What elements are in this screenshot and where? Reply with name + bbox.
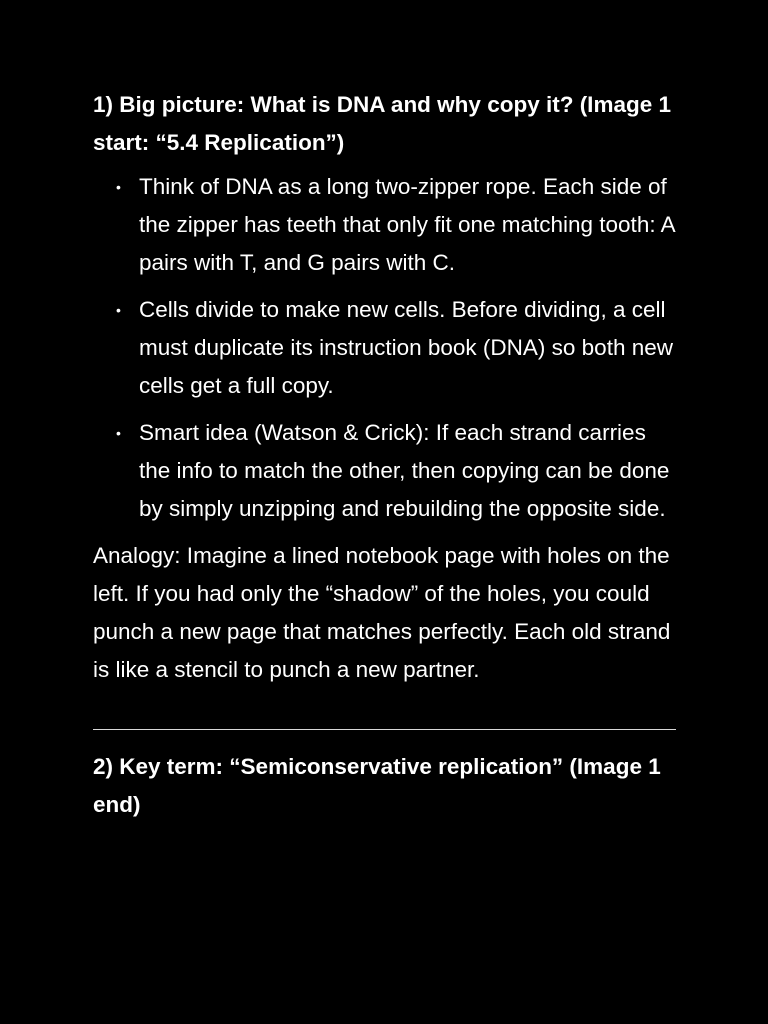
bullet-item [93,168,675,282]
bullet-text: Cells divide to make new cells. Before dividing, a cell must duplicate its instruction book (DNA) so both new cells get a full copy. [139,297,673,398]
bullet-icon: • [116,302,121,318]
bullet-item [93,291,675,405]
bullet-icon: • [116,425,121,441]
section-1-title: 1) Big picture: What is DNA and why copy it? (Image 1 start: “5.4 Replication”) [93,92,671,155]
bullet-text: Smart idea (Watson & Crick): If each strand carries the info to match the other, then copying can be done by simply unzipping and rebuilding the opposite side. [139,420,670,521]
section-2-title: 2) Key term: “Semiconservative replication” (Image 1 end) [93,754,661,817]
bullet-item [93,414,675,528]
bullet-text: Think of DNA as a long two-zipper rope. Each side of the zipper has teeth that only fit one matching tooth: A pairs with T, and G pairs with C. [139,174,675,275]
section-1-bullet-list [93,168,675,528]
section-divider [93,729,676,730]
analogy-paragraph: Analogy: Imagine a lined notebook page with holes on the left. If you had only the “shadow” of the holes, you could punch a new page that matches perfectly. Each old strand is like a stencil to punch a new partner. [93,543,671,682]
bullet-icon: • [116,179,121,195]
